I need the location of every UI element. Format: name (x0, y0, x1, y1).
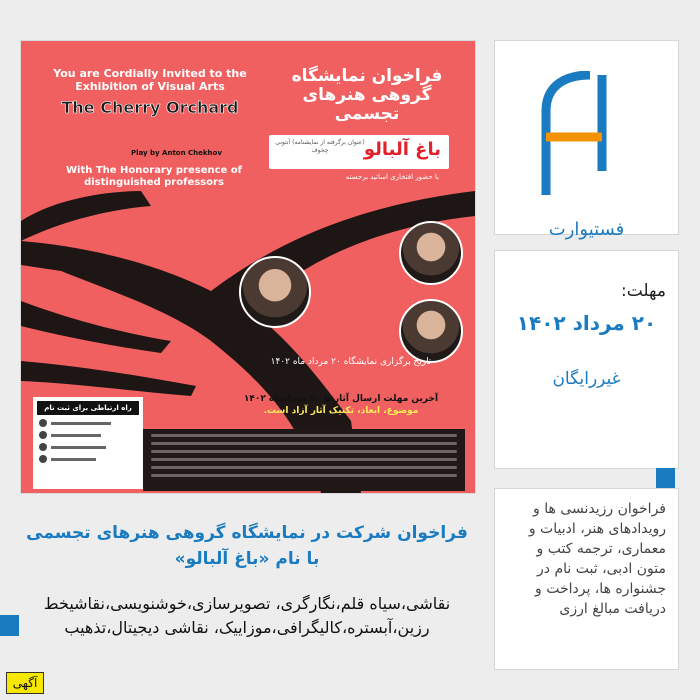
honor-text: With The Honorary presence of distinguished professors (65, 165, 243, 188)
poster-details-box (143, 429, 465, 491)
professor-photo (399, 299, 463, 363)
deadline-card (494, 250, 679, 469)
description-card (494, 488, 679, 670)
poster-persian-title: فراخوان نمایشگاه گروهی هنرهای تجسمی (291, 66, 443, 124)
whatsapp-icon (39, 431, 47, 439)
telegram-icon (39, 443, 47, 451)
theme-line: موضوع، ابعاد، تکنیک آثار آزاد است. (263, 406, 419, 416)
registration-box (33, 397, 143, 489)
deadline-date: ۲۰ مرداد ۱۴۰۲ (516, 311, 657, 335)
deadline-label: مهلت: (621, 281, 666, 301)
festivart-logo-icon (540, 71, 634, 195)
festivart-description: فراخوان رزیدنسی ها و رویدادهای هنر، ادبیات و معماری، ترجمه کتب و متون ادبی، ثبت نام در جشنواره ها، پرداخت و دریافت مبالغ ارزی (528, 501, 666, 617)
deadline-line: آخرین مهلت ارسال آثار تا ۲۰ مردادماه ۱۴۰۲ (243, 394, 439, 404)
bagh-note: (عنوان برگرفته از نمایشنامه) آنتونی چخوف (275, 139, 365, 154)
professor-photo (239, 256, 311, 328)
instagram-icon (39, 419, 47, 427)
bagh-label-box (269, 135, 449, 169)
poster-deadline (221, 393, 461, 417)
invite-text: You are Cordially Invited to the Exhibition of Visual Arts (53, 67, 247, 93)
exhibition-poster[interactable] (20, 40, 476, 494)
professor-photo (399, 221, 463, 285)
brand-card[interactable] (494, 40, 679, 240)
poster-english-invite (35, 67, 265, 117)
accent-square (656, 468, 675, 489)
bagh-title: باغ آلبالو (363, 139, 441, 160)
phone-icon (39, 455, 47, 463)
brand-name: فستیوارت (548, 219, 625, 240)
caption-subtitle: نقاشی،سیاه قلم،نگارگری، تصویرسازی،خوشنویسی،نقاشیخط رزین،آبستره،کالیگرافی،موزاییک، نقاشی دیجیتال،تذهیب (43, 594, 451, 637)
play-credit: Play by Anton Chekhov (131, 149, 222, 157)
accent-square (0, 615, 19, 636)
registration-title: راه ارتباطی برای ثبت نام (37, 401, 139, 415)
exhibition-dates: تاریخ برگزاری نمایشگاه ۲۰ مرداد ماه ۱۴۰۲ (270, 357, 432, 367)
fee-status: غیررایگان (552, 369, 621, 389)
caption-title[interactable]: فراخوان شرکت در نمایشگاه گروهی هنرهای تجسمی با نام «باغ آلبالو» (26, 523, 468, 569)
ad-badge: آگهی (6, 672, 44, 694)
masters-line: با حضور افتخاری اساتید برجسته (345, 173, 439, 181)
cherry-title: The Cherry Orchard (61, 98, 239, 117)
